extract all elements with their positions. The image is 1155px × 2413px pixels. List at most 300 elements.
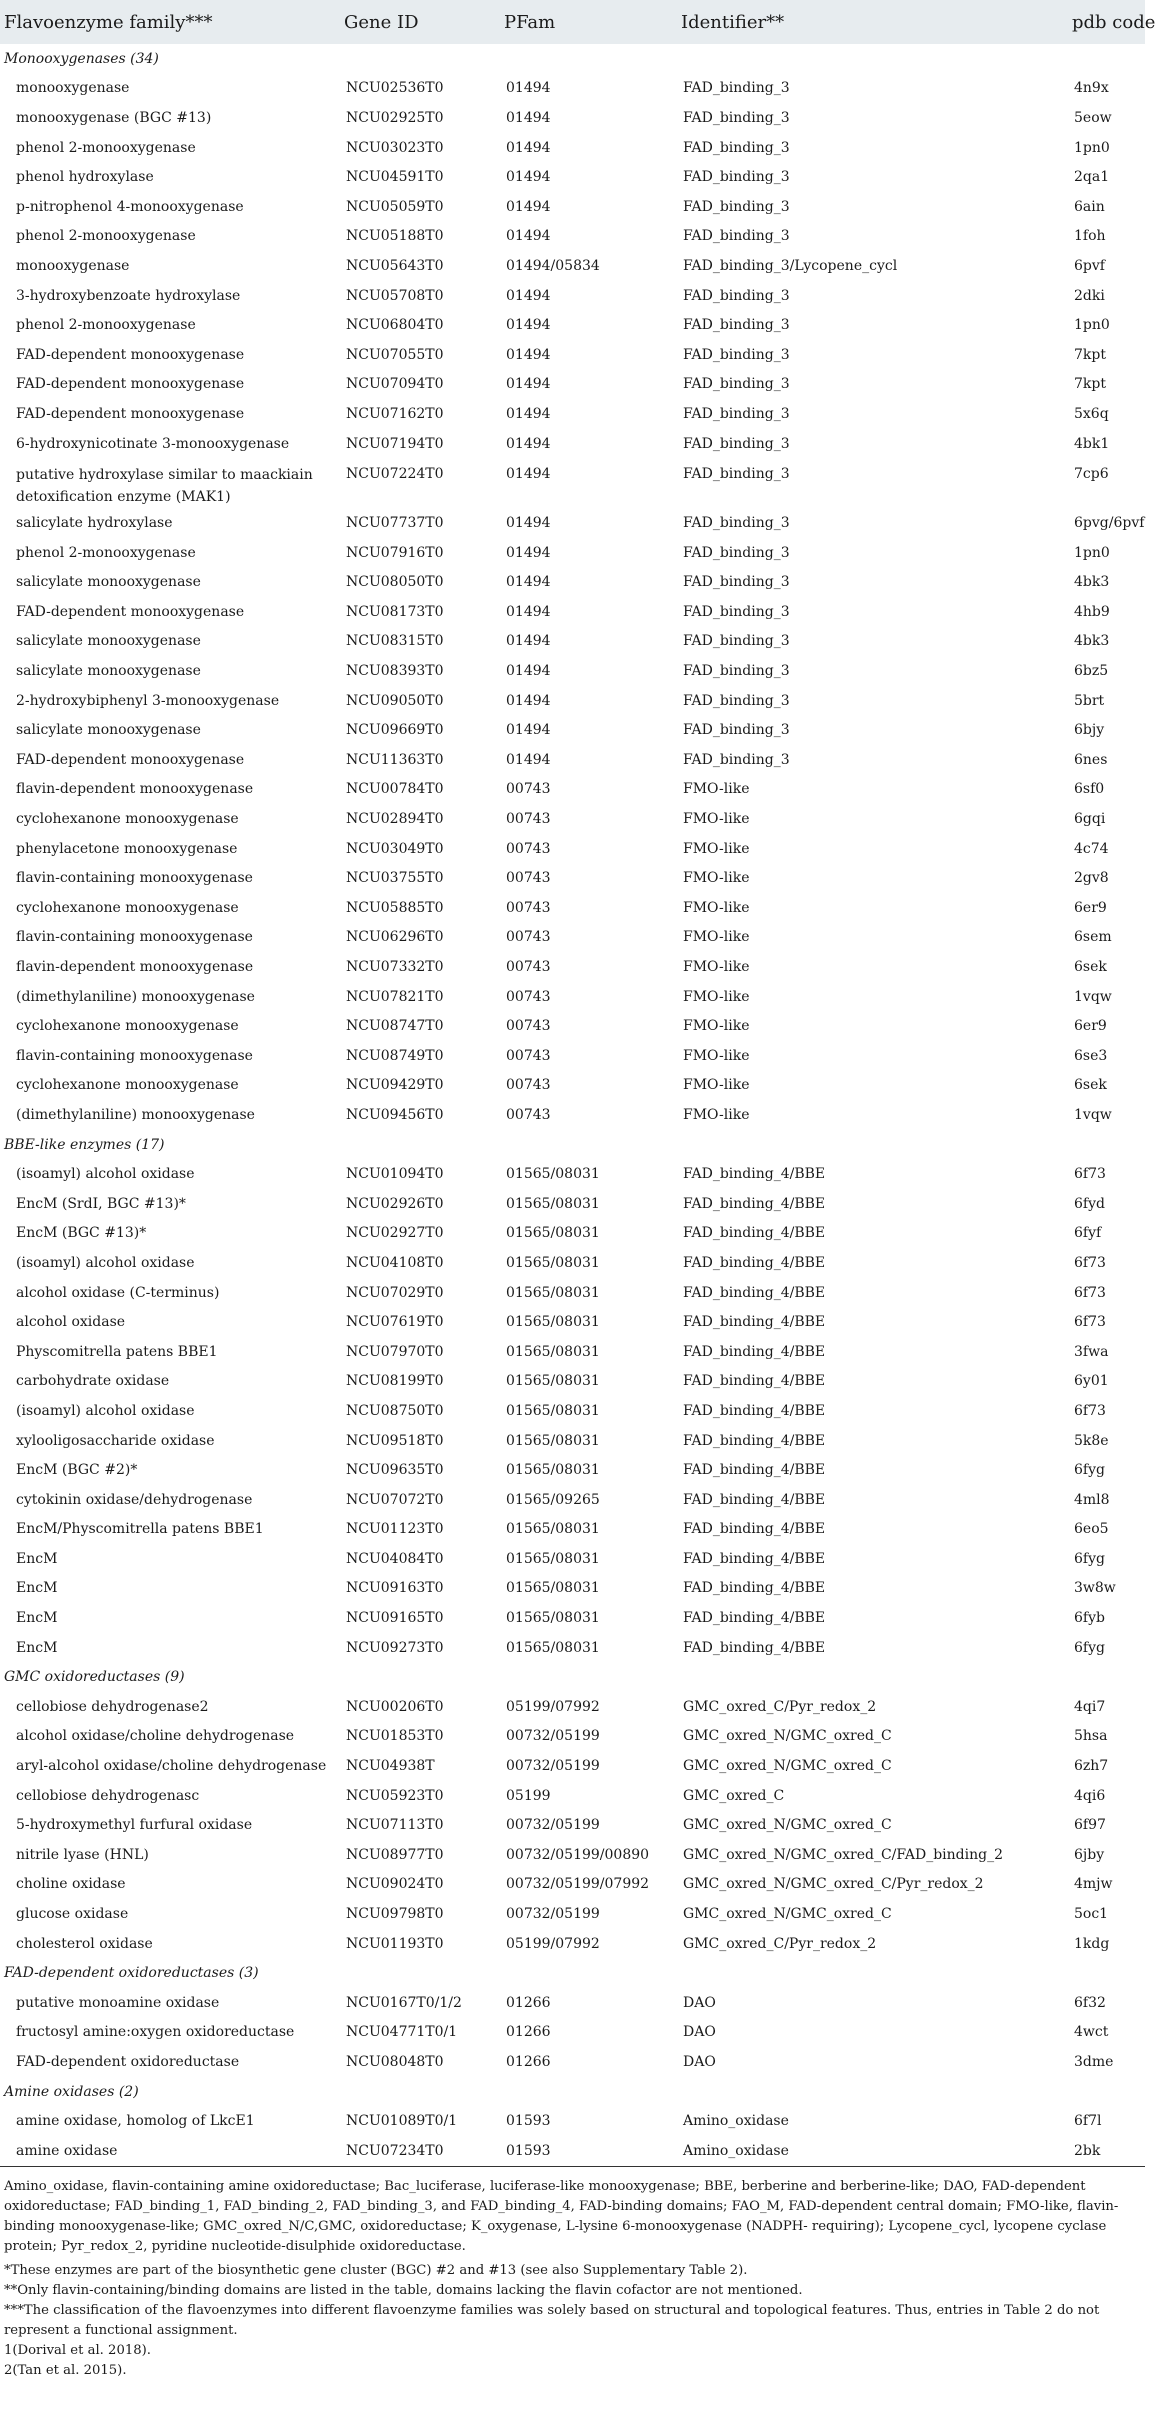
table-row bbox=[0, 893, 1145, 923]
pdb-code-cell: 6nes bbox=[1074, 751, 1108, 768]
gene-id-cell: NCU07737T0 bbox=[346, 515, 444, 532]
pdb-code-cell: 6f73 bbox=[1074, 1166, 1106, 1183]
pdb-code-cell: 6sem bbox=[1074, 929, 1112, 946]
enzyme-name-cell: FAD-dependent oxidoreductase bbox=[16, 2053, 240, 2070]
table-row bbox=[0, 1159, 1145, 1189]
pfam-cell: 01494 bbox=[506, 692, 551, 709]
table-row bbox=[0, 568, 1145, 598]
table-row bbox=[0, 1929, 1145, 1959]
gene-id-cell: NCU02925T0 bbox=[346, 109, 444, 126]
pfam-cell: 01565/08031 bbox=[506, 1610, 600, 1627]
identifier-cell: GMC_oxred_N/GMC_oxred_C bbox=[683, 1817, 892, 1834]
table-row bbox=[0, 656, 1145, 686]
footnote-abbreviations: Amino_oxidase, flavin-containing amine oxidoreductase; Bac_luciferase, luciferase-like monooxygenase; BBE, berberine and berberine-like; DAO, FAD-dependent oxidoreductase; FAD_binding_1, FAD_binding_2, FAD_binding_3, and FAD_binding_4, FAD-binding domains; FAO_M, FAD-dependent central domain; FMO-like, flavin-binding monooxygenase-like; GMC_oxred_N/C,GMC, oxidoreductase; K_oxygenase, L-lysine 6-monooxygenase (NADPH- requiring); Lycopene_cycl, lycopene cyclase protein; Pyr_redox_2, pyridine nucleotide-disulphide oxidoreductase. bbox=[4, 2178, 1119, 2254]
table-row bbox=[0, 1011, 1145, 1041]
pfam-cell: 01494 bbox=[506, 466, 551, 483]
pdb-code-cell: 7kpt bbox=[1074, 346, 1106, 363]
gene-id-cell: NCU09518T0 bbox=[346, 1432, 444, 1449]
pfam-cell: 01494 bbox=[506, 198, 551, 215]
gene-id-cell: NCU07055T0 bbox=[346, 346, 444, 363]
enzyme-name-cell: phenol 2-monooxygenase bbox=[16, 317, 196, 334]
identifier-cell: FAD_binding_3 bbox=[683, 633, 790, 650]
table-row bbox=[0, 1396, 1145, 1426]
pfam-cell: 01565/08031 bbox=[506, 1639, 600, 1656]
gene-id-cell: NCU07619T0 bbox=[346, 1314, 444, 1331]
section-header-row bbox=[0, 1958, 1145, 1988]
table-row bbox=[0, 103, 1145, 133]
pdb-code-cell: 4qi6 bbox=[1074, 1787, 1106, 1804]
gene-id-cell: NCU07970T0 bbox=[346, 1343, 444, 1360]
identifier-cell: FAD_binding_4/BBE bbox=[683, 1432, 826, 1449]
gene-id-cell: NCU03023T0 bbox=[346, 139, 444, 156]
pdb-code-cell: 6jby bbox=[1074, 1846, 1105, 1863]
gene-id-cell: NCU04084T0 bbox=[346, 1550, 444, 1567]
identifier-cell: FAD_binding_3 bbox=[683, 692, 790, 709]
table-row bbox=[0, 1840, 1145, 1870]
pdb-code-cell: 6sek bbox=[1074, 1077, 1107, 1094]
enzyme-name-cell: EncM bbox=[16, 1550, 58, 1567]
identifier-cell: FAD_binding_3 bbox=[683, 751, 790, 768]
pdb-code-cell: 1pn0 bbox=[1074, 317, 1110, 334]
table-row bbox=[0, 1219, 1145, 1249]
header-pdb-code: pdb code bbox=[1068, 0, 1145, 44]
pdb-code-cell: 6gqi bbox=[1074, 811, 1106, 828]
enzyme-name-cell: (isoamyl) alcohol oxidase bbox=[16, 1254, 195, 1271]
pfam-cell: 00743 bbox=[506, 1106, 551, 1123]
enzyme-name-cell: EncM (BGC #13)* bbox=[16, 1225, 147, 1242]
enzyme-name-cell: amine oxidase, homolog of LkcE1 bbox=[16, 2113, 255, 2130]
enzyme-name-cell: EncM bbox=[16, 1639, 58, 1656]
pfam-cell: 01565/08031 bbox=[506, 1550, 600, 1567]
pdb-code-cell: 6zh7 bbox=[1074, 1758, 1109, 1775]
pdb-code-cell: 6bz5 bbox=[1074, 663, 1109, 680]
pdb-code-cell: 4bk3 bbox=[1074, 574, 1110, 591]
enzyme-name-cell: EncM (SrdI, BGC #13)* bbox=[16, 1195, 186, 1212]
table-row bbox=[0, 1307, 1145, 1337]
identifier-cell: FAD_binding_3/Lycopene_cycl bbox=[683, 257, 898, 274]
table-row bbox=[0, 1041, 1145, 1071]
header-pfam: PFam bbox=[500, 0, 677, 44]
pdb-code-cell: 7cp6 bbox=[1074, 466, 1109, 483]
gene-id-cell: NCU11363T0 bbox=[346, 751, 444, 768]
table-row bbox=[0, 804, 1145, 834]
enzyme-name-cell: phenol hydroxylase bbox=[16, 169, 154, 186]
identifier-cell: FAD_binding_4/BBE bbox=[683, 1462, 826, 1479]
gene-id-cell: NCU09456T0 bbox=[346, 1106, 444, 1123]
enzyme-name-cell: cholesterol oxidase bbox=[16, 1935, 153, 1952]
identifier-cell: FMO-like bbox=[683, 1106, 750, 1123]
table-row bbox=[0, 1100, 1145, 1130]
gene-id-cell: NCU05643T0 bbox=[346, 257, 444, 274]
gene-id-cell: NCU07821T0 bbox=[346, 988, 444, 1005]
pdb-code-cell: 2gv8 bbox=[1074, 870, 1109, 887]
enzyme-name-cell: alcohol oxidase/choline dehydrogenase bbox=[16, 1728, 295, 1745]
table-row bbox=[0, 1426, 1145, 1456]
table-row bbox=[0, 2047, 1145, 2077]
identifier-cell: FAD_binding_4/BBE bbox=[683, 1166, 826, 1183]
enzyme-name-cell: Physcomitrella patens BBE1 bbox=[16, 1343, 218, 1360]
section-header-row bbox=[0, 2077, 1145, 2107]
table-row bbox=[0, 538, 1145, 568]
gene-id-cell: NCU01193T0 bbox=[346, 1935, 444, 1952]
gene-id-cell: NCU04938T bbox=[346, 1758, 435, 1775]
table-row bbox=[0, 281, 1145, 311]
pfam-cell: 01565/08031 bbox=[506, 1373, 600, 1390]
enzyme-name-cell: salicylate monooxygenase bbox=[16, 722, 201, 739]
enzyme-name-cell: monooxygenase (BGC #13) bbox=[16, 109, 212, 126]
header-identifier: Identifier** bbox=[677, 0, 1068, 44]
enzyme-name-cell: (isoamyl) alcohol oxidase bbox=[16, 1402, 195, 1419]
identifier-cell: FAD_binding_4/BBE bbox=[683, 1195, 826, 1212]
identifier-cell: FAD_binding_3 bbox=[683, 603, 790, 620]
table-row bbox=[0, 1633, 1145, 1663]
enzyme-name-cell: EncM (BGC #2)* bbox=[16, 1462, 138, 1479]
footnote-single-star: *These enzymes are part of the biosynthetic gene cluster (BGC) #2 and #13 (see also Supplementary Table 2). bbox=[4, 2262, 748, 2278]
enzyme-name-cell: cyclohexanone monooxygenase bbox=[16, 1077, 239, 1094]
pfam-cell: 01565/08031 bbox=[506, 1432, 600, 1449]
enzyme-name-cell: cellobiose dehydrogenase2 bbox=[16, 1698, 209, 1715]
table-row bbox=[0, 1278, 1145, 1308]
pdb-code-cell: 4c74 bbox=[1074, 840, 1109, 857]
pdb-code-cell: 6fyg bbox=[1074, 1639, 1105, 1656]
table-row bbox=[0, 982, 1145, 1012]
pfam-cell: 01494 bbox=[506, 109, 551, 126]
header-family: Flavoenzyme family*** bbox=[0, 0, 340, 44]
pfam-cell: 00732/05199/00890 bbox=[506, 1846, 650, 1863]
identifier-cell: GMC_oxred_N/GMC_oxred_C bbox=[683, 1728, 892, 1745]
pdb-code-cell: 3dme bbox=[1074, 2053, 1114, 2070]
gene-id-cell: NCU02894T0 bbox=[346, 811, 444, 828]
enzyme-name-cell: alcohol oxidase (C-terminus) bbox=[16, 1284, 220, 1301]
table-row bbox=[0, 597, 1145, 627]
gene-id-cell: NCU08750T0 bbox=[346, 1402, 444, 1419]
enzyme-name-cell: carbohydrate oxidase bbox=[16, 1373, 170, 1390]
pfam-cell: 00732/05199 bbox=[506, 1906, 600, 1923]
table-row bbox=[0, 133, 1145, 163]
table-row bbox=[0, 1692, 1145, 1722]
enzyme-name-cell: (dimethylaniline) monooxygenase bbox=[16, 988, 255, 1005]
table-row bbox=[0, 340, 1145, 370]
table-row bbox=[0, 2106, 1145, 2136]
gene-id-cell: NCU00206T0 bbox=[346, 1698, 444, 1715]
gene-id-cell: NCU02927T0 bbox=[346, 1225, 444, 1242]
gene-id-cell: NCU07234T0 bbox=[340, 2136, 500, 2166]
pfam-cell: 01494 bbox=[506, 376, 551, 393]
gene-id-cell: NCU04108T0 bbox=[346, 1254, 444, 1271]
identifier-cell: FAD_binding_3 bbox=[683, 346, 790, 363]
table-row bbox=[0, 1189, 1145, 1219]
identifier-cell: FAD_binding_4/BBE bbox=[683, 1343, 826, 1360]
pfam-cell: 01266 bbox=[506, 2053, 551, 2070]
gene-id-cell: NCU03755T0 bbox=[346, 870, 444, 887]
pfam-cell: 00732/05199 bbox=[506, 1758, 600, 1775]
pdb-code-cell: 4ml8 bbox=[1074, 1491, 1110, 1508]
footnote-ref-2: 2(Tan et al. 2015). bbox=[4, 2362, 127, 2378]
gene-id-cell: NCU07916T0 bbox=[346, 544, 444, 561]
enzyme-name-cell: amine oxidase bbox=[0, 2136, 340, 2166]
table-row bbox=[0, 192, 1145, 222]
pdb-code-cell: 6se3 bbox=[1074, 1047, 1108, 1064]
pfam-cell: 00743 bbox=[506, 840, 551, 857]
pfam-cell: 01494 bbox=[506, 169, 551, 186]
gene-id-cell: NCU07094T0 bbox=[346, 376, 444, 393]
pdb-code-cell: 6f73 bbox=[1074, 1254, 1106, 1271]
pfam-cell: 01494 bbox=[506, 317, 551, 334]
identifier-cell: GMC_oxred_N/GMC_oxred_C/Pyr_redox_2 bbox=[683, 1876, 984, 1893]
pfam-cell: 01494 bbox=[506, 139, 551, 156]
table-row bbox=[0, 745, 1145, 775]
pfam-cell: 01565/08031 bbox=[506, 1225, 600, 1242]
enzyme-name-cell: glucose oxidase bbox=[16, 1906, 129, 1923]
gene-id-cell: NCU00784T0 bbox=[346, 781, 444, 798]
enzyme-name-cell: 3-hydroxybenzoate hydroxylase bbox=[16, 287, 241, 304]
table-row bbox=[0, 1337, 1145, 1367]
pdb-code-cell: 5eow bbox=[1074, 109, 1112, 126]
table-row bbox=[0, 775, 1145, 805]
section-header-row bbox=[0, 1662, 1145, 1692]
identifier-cell: GMC_oxred_C/Pyr_redox_2 bbox=[683, 1935, 877, 1952]
pfam-cell: 01494 bbox=[506, 287, 551, 304]
enzyme-name-cell: salicylate monooxygenase bbox=[16, 633, 201, 650]
gene-id-cell: NCU07029T0 bbox=[346, 1284, 444, 1301]
table-row bbox=[0, 863, 1145, 893]
gene-id-cell: NCU09798T0 bbox=[346, 1906, 444, 1923]
pfam-cell: 01565/08031 bbox=[506, 1195, 600, 1212]
gene-id-cell: NCU01123T0 bbox=[346, 1521, 444, 1538]
gene-id-cell: NCU08173T0 bbox=[346, 603, 444, 620]
gene-id-cell: NCU06296T0 bbox=[346, 929, 444, 946]
pfam-cell: 00743 bbox=[506, 870, 551, 887]
pfam-cell: 01565/09265 bbox=[506, 1491, 600, 1508]
pdb-code-cell: 5brt bbox=[1074, 692, 1105, 709]
pdb-code-cell: 3fwa bbox=[1074, 1343, 1109, 1360]
enzyme-name-cell: fructosyl amine:oxygen oxidoreductase bbox=[16, 2024, 295, 2041]
identifier-cell: FAD_binding_4/BBE bbox=[683, 1491, 826, 1508]
table-row bbox=[0, 1455, 1145, 1485]
table-body bbox=[0, 44, 1145, 2166]
pfam-cell: 01565/08031 bbox=[506, 1402, 600, 1419]
pfam-cell: 00743 bbox=[506, 959, 551, 976]
pfam-cell: 01494 bbox=[506, 435, 551, 452]
identifier-cell: FMO-like bbox=[683, 840, 750, 857]
gene-id-cell: NCU02536T0 bbox=[346, 80, 444, 97]
table-row bbox=[0, 627, 1145, 657]
gene-id-cell: NCU04591T0 bbox=[346, 169, 444, 186]
enzyme-name-cell: cyclohexanone monooxygenase bbox=[16, 1018, 239, 1035]
pdb-code-cell: 6pvf bbox=[1074, 257, 1105, 274]
enzyme-name-cell: EncM/Physcomitrella patens BBE1 bbox=[16, 1521, 264, 1538]
pdb-code-cell: 7kpt bbox=[1074, 376, 1106, 393]
header-gene-id: Gene ID bbox=[340, 0, 500, 44]
identifier-cell: DAO bbox=[683, 2053, 716, 2070]
identifier-cell: Amino_oxidase bbox=[677, 2136, 1068, 2166]
table-row bbox=[0, 1367, 1145, 1397]
gene-id-cell: NCU08749T0 bbox=[346, 1047, 444, 1064]
table-row bbox=[0, 310, 1145, 340]
gene-id-cell: NCU07072T0 bbox=[346, 1491, 444, 1508]
enzyme-name-cell: FAD-dependent monooxygenase bbox=[16, 376, 245, 393]
table-row bbox=[0, 834, 1145, 864]
identifier-cell: FAD_binding_3 bbox=[683, 722, 790, 739]
pfam-cell: 00732/05199/07992 bbox=[506, 1876, 650, 1893]
gene-id-cell: NCU07194T0 bbox=[346, 435, 444, 452]
pfam-cell: 00743 bbox=[506, 1018, 551, 1035]
identifier-cell: FAD_binding_3 bbox=[683, 515, 790, 532]
identifier-cell: FAD_binding_4/BBE bbox=[683, 1254, 826, 1271]
table-row bbox=[0, 1810, 1145, 1840]
identifier-cell: FAD_binding_3 bbox=[683, 80, 790, 97]
table-row bbox=[0, 1515, 1145, 1545]
table-row bbox=[0, 1248, 1145, 1278]
enzyme-name-cell: flavin-containing monooxygenase bbox=[16, 1047, 253, 1064]
enzyme-name-cell: nitrile lyase (HNL) bbox=[16, 1846, 149, 1863]
identifier-cell: FAD_binding_4/BBE bbox=[683, 1639, 826, 1656]
identifier-cell: FMO-like bbox=[683, 781, 750, 798]
enzyme-name-cell: p-nitrophenol 4-monooxygenase bbox=[16, 198, 244, 215]
footnote-triple-star: ***The classification of the flavoenzymes into different flavoenzyme families was solely based on structural and topological features. Thus, entries in Table 2 do not represent a functional assignment. bbox=[4, 2302, 1100, 2338]
gene-id-cell: NCU08050T0 bbox=[346, 574, 444, 591]
identifier-cell: FMO-like bbox=[683, 1047, 750, 1064]
pdb-code-cell: 1kdg bbox=[1074, 1935, 1110, 1952]
identifier-cell: GMC_oxred_N/GMC_oxred_C bbox=[683, 1906, 892, 1923]
identifier-cell: FAD_binding_3 bbox=[683, 376, 790, 393]
table-row bbox=[0, 508, 1145, 538]
table-row bbox=[0, 1751, 1145, 1781]
section-header-row bbox=[0, 44, 1145, 74]
enzyme-name-cell: EncM bbox=[16, 1610, 58, 1627]
enzyme-name-cell: flavin-containing monooxygenase bbox=[16, 929, 253, 946]
identifier-cell: GMC_oxred_N/GMC_oxred_C/FAD_binding_2 bbox=[683, 1846, 1003, 1863]
identifier-cell: FMO-like bbox=[683, 899, 750, 916]
table-row bbox=[0, 1071, 1145, 1101]
table-row bbox=[0, 1544, 1145, 1574]
identifier-cell: GMC_oxred_C bbox=[683, 1787, 785, 1804]
pdb-code-cell: 6y01 bbox=[1074, 1373, 1109, 1390]
section-title: GMC oxidoreductases (9) bbox=[4, 1669, 185, 1686]
pfam-cell: 01494/05834 bbox=[506, 257, 600, 274]
pdb-code-cell: 4wct bbox=[1074, 2024, 1109, 2041]
pfam-cell: 05199/07992 bbox=[506, 1935, 600, 1952]
section-title: Amine oxidases (2) bbox=[4, 2083, 139, 2100]
identifier-cell: FAD_binding_3 bbox=[683, 228, 790, 245]
gene-id-cell: NCU08393T0 bbox=[346, 663, 444, 680]
enzyme-name-cell: phenylacetone monooxygenase bbox=[16, 840, 238, 857]
identifier-cell: FAD_binding_4/BBE bbox=[683, 1580, 826, 1597]
identifier-cell: FAD_binding_4/BBE bbox=[683, 1225, 826, 1242]
pfam-cell: 01494 bbox=[506, 515, 551, 532]
pdb-code-cell: 2dki bbox=[1074, 287, 1105, 304]
pdb-code-cell: 4hb9 bbox=[1074, 603, 1110, 620]
pfam-cell: 01565/08031 bbox=[506, 1284, 600, 1301]
table-row bbox=[0, 1603, 1145, 1633]
enzyme-name-cell: xylooligosaccharide oxidase bbox=[16, 1432, 215, 1449]
pdb-code-cell: 4bk1 bbox=[1074, 435, 1110, 452]
enzyme-name-cell: FAD-dependent monooxygenase bbox=[16, 751, 245, 768]
header-row bbox=[0, 0, 1145, 44]
pdb-code-cell: 6f97 bbox=[1074, 1817, 1106, 1834]
pfam-cell: 01565/08031 bbox=[506, 1343, 600, 1360]
table-row bbox=[0, 458, 1145, 508]
section-title: Monooxygenases (34) bbox=[4, 50, 159, 67]
identifier-cell: FMO-like bbox=[683, 1018, 750, 1035]
enzyme-name-cell: FAD-dependent monooxygenase bbox=[16, 346, 245, 363]
identifier-cell: FAD_binding_4/BBE bbox=[683, 1284, 826, 1301]
enzyme-name-cell: cellobiose dehydrogenasc bbox=[16, 1787, 200, 1804]
table-row bbox=[0, 686, 1145, 716]
section-title: FAD-dependent oxidoreductases (3) bbox=[4, 1965, 259, 1982]
gene-id-cell: NCU04771T0/1 bbox=[346, 2024, 458, 2041]
enzyme-name-cell: phenol 2-monooxygenase bbox=[16, 544, 196, 561]
identifier-cell: FMO-like bbox=[683, 1077, 750, 1094]
pfam-cell: 01593 bbox=[500, 2136, 677, 2166]
enzyme-name-cell: putative hydroxylase similar to maackiain detoxification enzyme (MAK1) bbox=[16, 467, 313, 506]
pfam-cell: 01565/08031 bbox=[506, 1521, 600, 1538]
gene-id-cell: NCU09273T0 bbox=[346, 1639, 444, 1656]
pfam-cell: 01565/08031 bbox=[506, 1254, 600, 1271]
pfam-cell: 01494 bbox=[506, 663, 551, 680]
gene-id-cell: NCU0167T0/1/2 bbox=[346, 1994, 462, 2011]
table-row bbox=[0, 1781, 1145, 1811]
identifier-cell: FAD_binding_3 bbox=[683, 544, 790, 561]
pdb-code-cell: 5x6q bbox=[1074, 405, 1109, 422]
enzyme-name-cell: 5-hydroxymethyl furfural oxidase bbox=[16, 1817, 253, 1834]
pfam-cell: 01494 bbox=[506, 544, 551, 561]
enzyme-name-cell: 2-hydroxybiphenyl 3-monooxygenase bbox=[16, 692, 280, 709]
identifier-cell: FAD_binding_4/BBE bbox=[683, 1521, 826, 1538]
pfam-cell: 01494 bbox=[506, 722, 551, 739]
pdb-code-cell: 6fyd bbox=[1074, 1195, 1105, 1212]
gene-id-cell: NCU01853T0 bbox=[346, 1728, 444, 1745]
table-row bbox=[0, 74, 1145, 104]
pdb-code-cell: 6pvg/6pvf bbox=[1074, 515, 1145, 532]
pdb-code-cell: 6sf0 bbox=[1074, 781, 1105, 798]
gene-id-cell: NCU03049T0 bbox=[346, 840, 444, 857]
enzyme-name-cell: FAD-dependent monooxygenase bbox=[16, 603, 245, 620]
pfam-cell: 01494 bbox=[506, 603, 551, 620]
pfam-cell: 01494 bbox=[506, 751, 551, 768]
gene-id-cell: NCU05059T0 bbox=[346, 198, 444, 215]
pdb-code-cell: 6bjy bbox=[1074, 722, 1105, 739]
enzyme-name-cell: phenol 2-monooxygenase bbox=[16, 228, 196, 245]
footnote-double-star: **Only flavin-containing/binding domains are listed in the table, domains lacking the flavin cofactor are not mentioned. bbox=[4, 2282, 803, 2298]
pdb-code-cell: 6f73 bbox=[1074, 1284, 1106, 1301]
pdb-code-cell: 6er9 bbox=[1074, 899, 1107, 916]
table-row bbox=[0, 923, 1145, 953]
table-row bbox=[0, 2136, 1145, 2166]
pdb-code-cell: 5hsa bbox=[1074, 1728, 1108, 1745]
gene-id-cell: NCU01089T0/1 bbox=[346, 2113, 458, 2130]
pfam-cell: 00743 bbox=[506, 811, 551, 828]
section-title: BBE-like enzymes (17) bbox=[4, 1136, 165, 1153]
pdb-code-cell: 2qa1 bbox=[1074, 169, 1110, 186]
table-row bbox=[0, 1722, 1145, 1752]
gene-id-cell: NCU06804T0 bbox=[346, 317, 444, 334]
pfam-cell: 01494 bbox=[506, 633, 551, 650]
pfam-cell: 01593 bbox=[506, 2113, 551, 2130]
pdb-code-cell: 4bk3 bbox=[1074, 633, 1110, 650]
pdb-code-cell: 6f7l bbox=[1074, 2113, 1102, 2130]
pdb-code-cell: 1foh bbox=[1074, 228, 1106, 245]
table-row bbox=[0, 715, 1145, 745]
enzyme-name-cell: flavin-dependent monooxygenase bbox=[16, 959, 254, 976]
enzyme-name-cell: choline oxidase bbox=[16, 1876, 126, 1893]
pfam-cell: 01494 bbox=[506, 228, 551, 245]
table-row bbox=[0, 1485, 1145, 1515]
pdb-code-cell: 2bk bbox=[1068, 2136, 1145, 2166]
identifier-cell: FAD_binding_3 bbox=[683, 466, 790, 483]
gene-id-cell: NCU08048T0 bbox=[346, 2053, 444, 2070]
identifier-cell: FMO-like bbox=[683, 811, 750, 828]
